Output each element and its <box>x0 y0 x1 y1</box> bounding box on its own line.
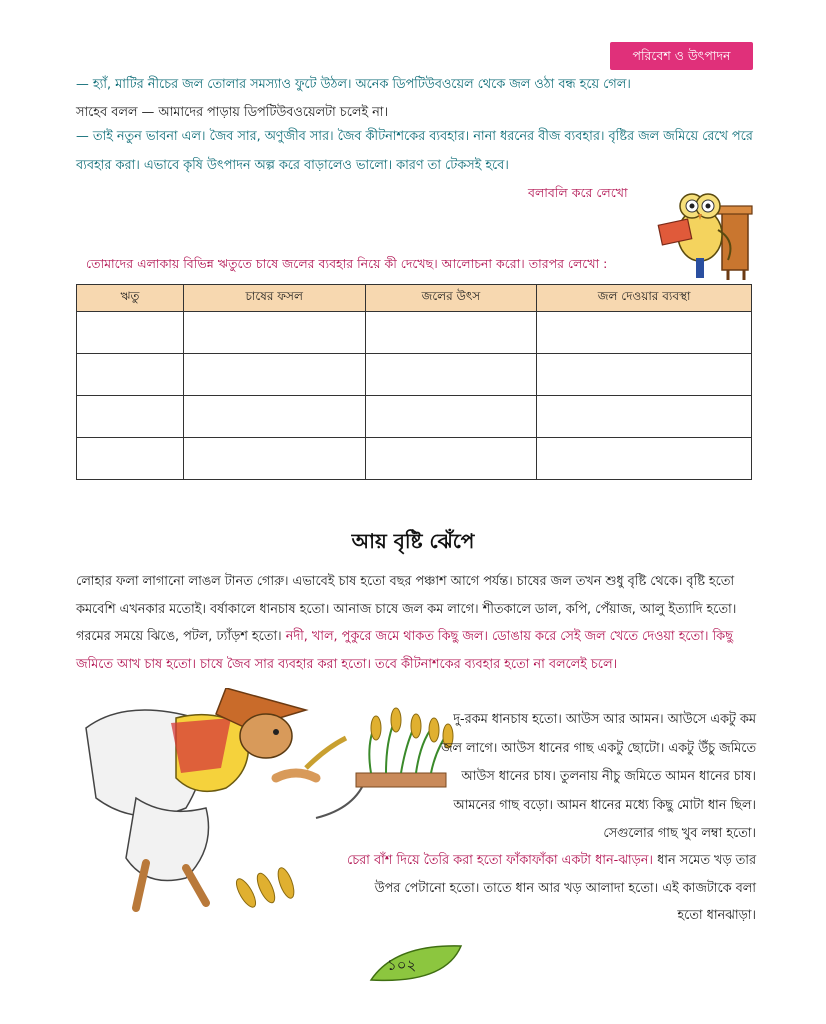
column-header-season: ঋতু <box>77 285 184 312</box>
column-header-irrigation: জল দেওয়ার ব্যবস্থা <box>537 285 752 312</box>
table-row <box>77 354 752 396</box>
table-cell[interactable] <box>537 396 752 438</box>
activity-label: বলাবলি করে লেখো <box>528 185 628 200</box>
section-paragraph-1 <box>76 568 756 678</box>
paragraph-3-part-a: চেরা বাঁশ দিয়ে তৈরি করা হতো ফাঁকাফাঁকা একটা <box>347 853 592 868</box>
dialogue-line-2: সাহেব বলল — আমাদের পাড়ায় ডিপটিউবওয়েলটা চলেই না। <box>76 105 389 120</box>
paragraph-1-part-b: নদী, খাল, পুকুরে জমে থাকত কিছু জল। ডোঙায় করে সেই জল খেতে দেওয়া হতো। কিছু জমিতে আখ চাষ হতো। চাষে জৈব সার ব্যবহার করা হতো। তবে কীটনাশকের ব্যবহার হতো না বললেই চলে। <box>76 629 733 672</box>
chapter-badge: পরিবেশ ও উৎপাদন <box>610 42 753 70</box>
table-cell[interactable] <box>77 354 184 396</box>
table-row <box>77 438 752 480</box>
section-title: আয় বৃষ্টি ঝেঁপে <box>351 529 475 553</box>
table-row <box>77 396 752 438</box>
table-cell[interactable] <box>77 396 184 438</box>
table-cell[interactable] <box>77 312 184 354</box>
table-cell[interactable] <box>183 312 365 354</box>
dialogue-line-1: — হ্যাঁ, মাটির নীচের জল তোলার সমস্যাও ফুটে উঠল। অনেক ডিপটিউবওয়েল থেকে জল ওঠা বন্ধ হয়ে গেল। <box>76 77 631 92</box>
paragraph-1-part-a: লোহার ফলা লাগানো লাঙল টানত গোরু। এভাবেই চাষ হতো বছর পঞ্চাশ আগে পর্যন্ত। চাষের জল তখন শুধু বৃষ্টি থেকে। বৃষ্টি হতো কমবেশি এখনকার মতোই। বর্ষাকালে ধানচাষ হতো। আনাজ চাষে জল কম লাগে। শীতকালে ডাল, কপি, পেঁয়াজ, আলু ইত্যাদি হতো। গরমের সময়ে ঝিঙে, পটল, ঢ্যাঁড়শ হতো। <box>76 574 737 644</box>
page-number-leaf <box>365 940 465 990</box>
page-number: ১০২ <box>387 956 417 974</box>
activity-instruction: তোমাদের এলাকায় বিভিন্ন ঋতুতে চাষে জলের ব্যবহার নিয়ে কী দেখেছ। আলোচনা করো। তারপর লেখো : <box>86 256 608 271</box>
column-header-crop: চাষের ফসল <box>183 285 365 312</box>
paragraph-3-part-b: ধান-ঝাড়ন। <box>595 853 653 868</box>
owl-reading-icon <box>630 180 756 280</box>
section-paragraph-2: দু-রকম ধানচাষ হতো। আউস আর আমন। আউসে একটু কম জল লাগে। আউস ধানের গাছ একটু ছোটো। একটু উঁচু জমিতে আউস ধানের চাষ। তুলনায় নীচু জমিতে আমন ধানের চাষ। আমনের গাছ বড়ো। আমন ধানের মধ্যে কিছু মোটা ধান ছিল। সেগুলোর গাছ খুব লম্বা হতো। <box>440 712 756 841</box>
table-cell[interactable] <box>183 354 365 396</box>
water-use-table <box>76 284 752 480</box>
table-header-row <box>77 285 752 312</box>
table-row <box>77 312 752 354</box>
column-header-water-source: জলের উৎস <box>365 285 537 312</box>
table-cell[interactable] <box>183 396 365 438</box>
table-cell[interactable] <box>77 438 184 480</box>
dialogue-line-3: — তাই নতুন ভাবনা এল। জৈব সার, অণুজীব সার। জৈব কীটনাশকের ব্যবহার। নানা ধরনের বীজ ব্যবহার। বৃষ্টির জল জমিয়ে রেখে পরে ব্যবহার করা। এভাবে কৃষি উৎপাদন অল্প করে বাড়ালেও ভালো। কারণ তা টেকসই হবে। <box>76 129 753 173</box>
table-cell[interactable] <box>537 354 752 396</box>
table-cell[interactable] <box>365 396 537 438</box>
table-cell[interactable] <box>537 312 752 354</box>
table-cell[interactable] <box>365 312 537 354</box>
table-cell[interactable] <box>537 438 752 480</box>
section-paragraph-3 <box>346 847 756 930</box>
table-cell[interactable] <box>365 438 537 480</box>
table-cell[interactable] <box>183 438 365 480</box>
table-cell[interactable] <box>365 354 537 396</box>
paragraph-3-part-c: ধান সমেত খড় তার উপর পেটানো হতো। তাতে ধান আর খড় আলাদা হতো। এই কাজটাকে বলা হতো ধানঝাড়া। <box>374 853 756 923</box>
